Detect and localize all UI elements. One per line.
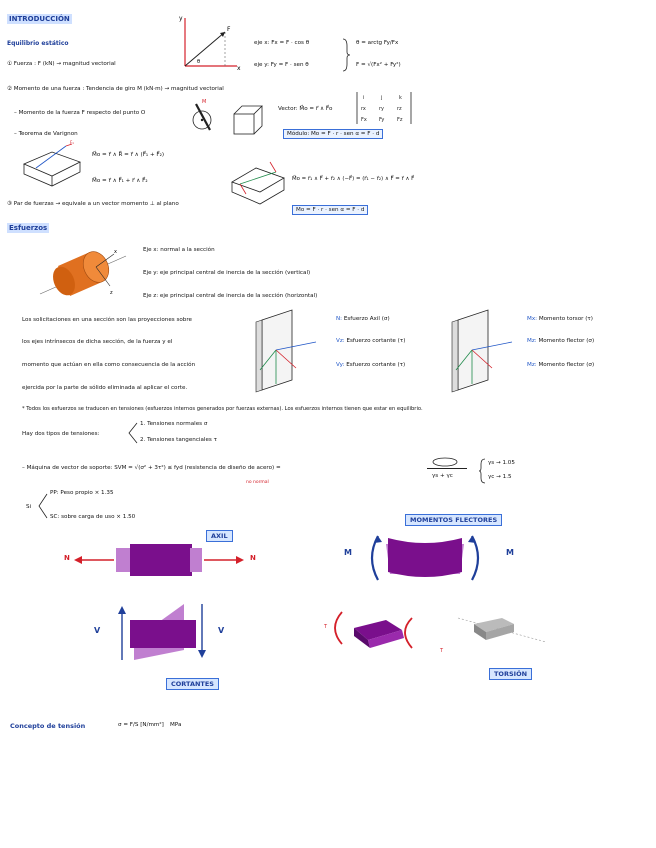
esfuerzos-title: Esfuerzos [9,224,48,232]
par-diagram [230,160,286,206]
par-chain-eq: M⃗o = r⃗₁ ∧ F⃗ + r⃗₂ ∧ (−F⃗) = (r⃗₁ − r⃗₂) ∧ F⃗ = r⃗ ∧ F⃗ [292,176,415,182]
si-brace [38,492,48,520]
svg-text:k: k [399,95,402,101]
varignon-heading: – Teorema de Varignon [14,131,78,137]
desc-line-4: ejercida por la parte de sólido eliminada al aplicar el corte. [22,385,188,391]
esfuerzo-list-item-3 [336,362,405,368]
svg-text:y: y [179,15,183,22]
momento-list-item-3 [527,362,594,368]
fuerza-item: ① Fuerza : F (kN) → magnitud vectorial [7,61,116,67]
svg-text:j: j [381,95,383,101]
momento-item: ② Momento de una fuerza : Tendencia de giro M (kN·m) → magnitud vectorial [7,86,224,92]
wrench-sketch [188,98,220,134]
tipo-1: 1. Tensiones normales σ [140,421,208,427]
si-peso-propio: PP: Peso propio × 1.35 [50,490,114,496]
momentos-diagram [360,530,490,586]
svg-text:θ: θ [197,59,201,65]
momentos-title: MOMENTOS FLECTORES [405,514,502,526]
ellipse-symbol [432,457,458,467]
cylinder-sketch [40,242,130,304]
symbol-n: N: [336,316,343,322]
esfuerzo-axil: Esfuerzo Axil (σ) [343,316,390,322]
tensiones-note: * Todos los esfuerzos se traducen en tensiones (esfuerzos internos generados por fuerzas externas). Los esfuerzos internos tienen que estar en equilibrio. [22,406,423,412]
eje-y-desc: Eje y: eje principal central de inercia de la sección (vertical) [143,270,311,276]
axil-n-right: N [250,554,256,562]
modulo-eq: Módulo: Mo = F · r · sen α = F · d [283,129,383,139]
f-modulo-eq: F = √(Fx² + Fy²) [356,62,401,68]
si-label: Si [26,504,32,510]
intro-title: INTRODUCCIÓN [9,15,70,23]
momento-flector-2: Momento flector (σ) [538,362,595,368]
tipos-brace [128,422,138,444]
cube-sketch [232,104,266,136]
section-diagram-left [252,308,324,394]
cortantes-title: CORTANTES [166,678,219,690]
svg-text:x: x [237,65,241,72]
momento-list-item-1 [527,316,593,322]
determinant-matrix [355,90,415,126]
varignon-eq1: M⃗o = r⃗ ∧ R⃗ = r⃗ ∧ (F⃗₁ + F⃗₂) [92,152,165,158]
gamma-c: γc → 1.5 [488,474,512,480]
symbol-mz-1: Mz: [527,338,537,344]
momento-punto: – Momento de la fuerza F respecto del punto O [14,110,146,116]
gamma-s: γs → 1.05 [488,460,515,466]
svg-text:z: z [110,290,113,296]
cortante-v-left: V [94,626,101,635]
fraction-bar [427,468,467,469]
tension-label: Concepto de tensión [10,722,86,730]
modulo-label-wrap [283,131,383,137]
symbol-mx: Mx: [527,316,538,322]
torsion-title: TORSIÓN [489,668,532,680]
momento-m-left: M [344,548,352,557]
section-diagram-right [448,308,520,394]
esfuerzo-cortante-z: Esfuerzo cortante (τ) [346,338,406,344]
theta-eq: θ = arctg Fy/Fx [356,40,399,46]
par-item: ③ Par de fuerzas → equivale a un vector momento ⊥ al plano [7,201,179,207]
vector-eq: Vector: M⃗o = r⃗ ∧ F⃗o [278,106,333,112]
momento-torsor: Momento torsor (τ) [538,316,593,322]
svg-text:rx: rx [361,106,366,112]
symbol-vy: Vy: [336,362,345,368]
svg-text:ry: ry [379,106,385,112]
esfuerzo-list-item-1 [336,316,390,322]
momento-list-item-2 [527,338,594,344]
cortante-v-right: V [218,626,225,635]
eje-z-desc: Eje z: eje principal central de inercia de la sección (horizontal) [143,293,318,299]
gamma-sum: γs + γc [432,473,453,479]
svg-text:Fy: Fy [379,117,385,123]
tension-formula: σ = F/S [N/mm²] [118,722,164,728]
svg-text:M: M [202,99,207,105]
svg-text:Fx: Fx [361,117,367,123]
symbol-mz-2: Mz: [527,362,537,368]
svg-text:F: F [227,26,231,33]
svg-text:i: i [363,95,365,101]
mises-subnote: no normal [246,480,269,485]
axil-n-left: N [64,554,70,562]
varignon-box [22,142,84,190]
torsion-t-left: T [324,624,328,630]
cortantes-diagram [104,600,214,664]
par-box-eq: Mo = F · r · sen α = F · d [292,205,368,215]
svg-text:Fz: Fz [397,117,403,123]
esfuerzo-cortante-y: Esfuerzo cortante (τ) [346,362,406,368]
axil-diagram [60,538,270,582]
axil-title: AXIL [206,530,233,542]
svg-text:F₁: F₁ [70,140,74,145]
torsion-diagram [318,598,548,660]
desc-line-1: Los solicitaciones en una sección son las proyecciones sobre [22,317,192,323]
desc-line-2: los ejes intrínsecos de dicha sección, de la fuerza y el [22,339,173,345]
force-axes-diagram [175,14,245,74]
eje-y-eq: eje y: Fy = F · sen θ [254,62,309,68]
eje-x-desc: Eje x: normal a la sección [143,247,215,253]
eje-x-eq: eje x: Fx = F · cos θ [254,40,310,46]
par-box-wrap [292,196,368,215]
mises-eq: – Máquina de vector de soporte: SVM = √(σ² + 3τ²) ≤ fyd (resistencia de diseño de acero) = [22,465,281,471]
svg-text:x: x [114,249,117,255]
tension-unit: MPa [170,722,182,728]
momento-flector-1: Momento flector (σ) [538,338,595,344]
momento-m-right: M [506,548,514,557]
svg-text:rz: rz [397,106,402,112]
torsion-t-right: T [440,648,444,654]
esfuerzo-list-item-2 [336,338,405,344]
brace [342,38,350,72]
gamma-brace [478,458,486,484]
tipos-label: Hay dos tipos de tensiones: [22,431,100,437]
varignon-eq2: M⃗o = r⃗ ∧ F⃗₁ + r⃗ ∧ F⃗₂ [92,178,148,184]
tipo-2: 2. Tensiones tangenciales τ [140,437,217,443]
si-sobrecarga: SC: sobre carga de uso × 1.50 [50,514,136,520]
symbol-vz: Vz: [336,338,345,344]
equilibrio-heading: Equilibrio estático [7,40,69,47]
desc-line-3: momento que actúan en ella como consecuencia de la acción [22,362,196,368]
